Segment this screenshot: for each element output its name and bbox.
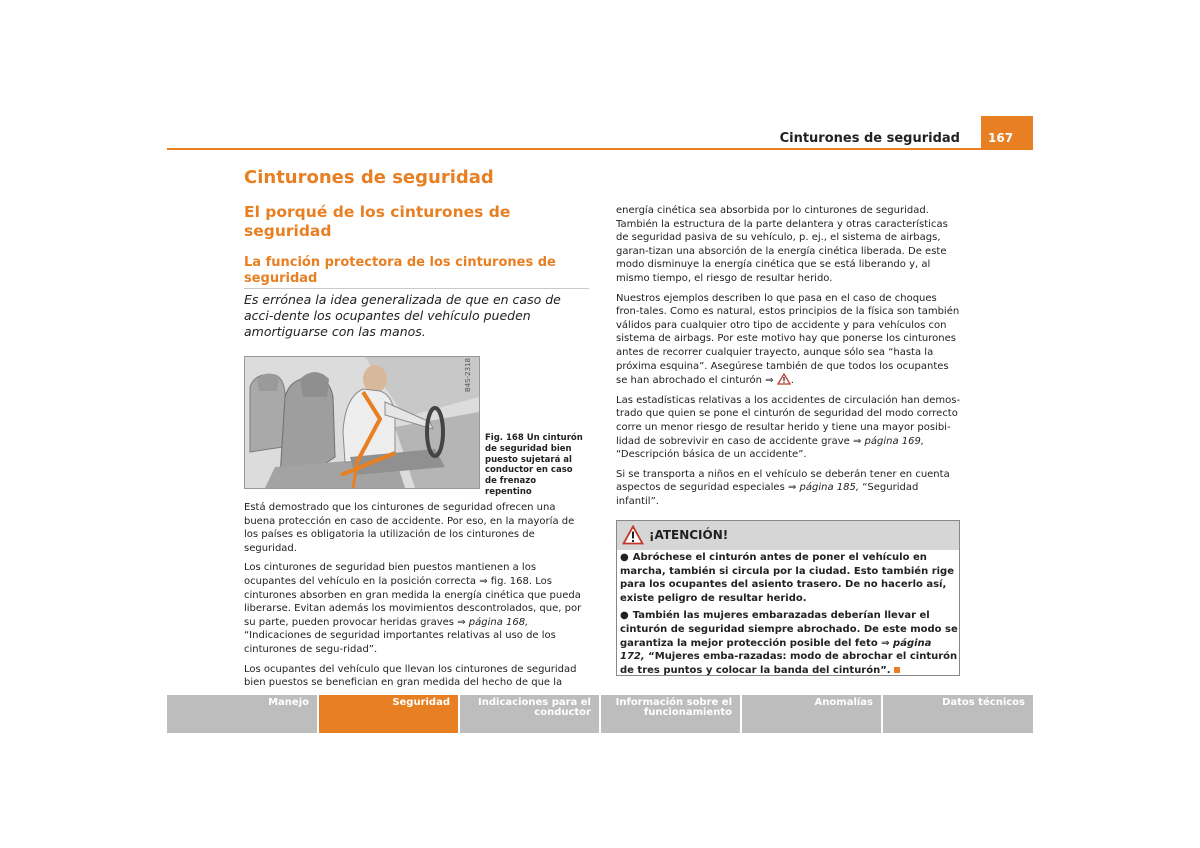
- warning-bullet: [620, 551, 958, 605]
- paragraph: [616, 292, 961, 388]
- warning-body: [620, 551, 958, 681]
- tab-datos-tecnicos[interactable]: [883, 695, 1033, 733]
- tab-label: Anomalías: [814, 697, 873, 708]
- end-of-section-icon: [894, 667, 900, 673]
- paragraph: [244, 561, 589, 656]
- chapter-heading: Cinturones de seguridad: [244, 167, 494, 188]
- text-run: También las mujeres embarazadas deberían llevar el cinturón de seguridad siempre abrochado. De este modo se garantiza la mejor protección posible del feto ⇒: [620, 610, 958, 649]
- tab-label: Manejo: [268, 697, 309, 708]
- tab-manejo[interactable]: [167, 695, 317, 733]
- warning-box: [616, 520, 960, 676]
- figure-code: B4S-2318: [464, 358, 472, 393]
- text-run: Si se transporta a niños en el vehículo se deberán tener en cuenta aspectos de seguridad especiales ⇒: [616, 468, 950, 494]
- left-column-text: [244, 501, 589, 696]
- page-reference-link[interactable]: página 169,: [864, 435, 925, 447]
- page-reference-link[interactable]: página 185,: [799, 482, 860, 494]
- driver-seatbelt-drawing: [245, 357, 479, 488]
- right-column-text: [616, 204, 961, 514]
- tab-seguridad[interactable]: [319, 695, 458, 733]
- page-number: 167: [981, 116, 1033, 149]
- warning-bullet: [620, 609, 958, 677]
- lead-paragraph: Es errónea la idea generalizada de que en caso de acci-dente los ocupantes del vehículo pueden amortiguarse con las manos.: [244, 292, 561, 339]
- text-run: Abróchese el cinturón antes de poner el vehículo en marcha, también si circula por la ciudad. Esto también rige para los ocupantes del asiento trasero. De no hacerlo así, existe peligro de resultar herido.: [620, 552, 954, 604]
- tab-label: Datos técnicos: [942, 697, 1025, 708]
- tab-label: Indicaciones para el conductor: [478, 697, 591, 718]
- section-heading: El porqué de los cinturones de seguridad: [244, 203, 511, 240]
- header-rule: [167, 148, 1033, 150]
- tab-indicaciones[interactable]: [460, 695, 599, 733]
- text-run: “Seguridad infantil”.: [616, 482, 919, 507]
- tab-label: Información sobre el funcionamiento: [615, 697, 732, 718]
- seatbelt-illustration: [244, 356, 480, 489]
- page-reference-link[interactable]: página 172,: [620, 637, 932, 663]
- warning-triangle-icon: [777, 373, 791, 385]
- tab-informacion[interactable]: [601, 695, 740, 733]
- bullet-icon: ●: [620, 610, 629, 622]
- page-reference-link[interactable]: página 168,: [468, 616, 529, 628]
- warning-triangle-icon: [622, 525, 644, 545]
- warning-header: [617, 521, 959, 550]
- text-run: .: [790, 375, 794, 387]
- paragraph: Está demostrado que los cinturones de seguridad ofrecen una buena protección en caso de accidente. Por eso, en la mayoría de los países es obligatoria la utilización de los cinturones de seguridad.: [244, 502, 575, 554]
- text-run: “Mujeres emba-razadas: modo de abrochar el cinturón de tres puntos y colocar la banda del cinturón”.: [620, 651, 958, 676]
- paragraph: Los ocupantes del vehículo que llevan los cinturones de seguridad bien puestos se benefician en gran medida del hecho de que la: [244, 663, 577, 689]
- tab-label: Seguridad: [392, 697, 450, 708]
- tab-anomalias[interactable]: [742, 695, 881, 733]
- text-run: “Descripción básica de un accidente”.: [616, 449, 807, 461]
- warning-title: ¡ATENCIÓN!: [649, 528, 729, 542]
- chapter-tabs: [167, 695, 1033, 733]
- subsection-heading: La función protectora de los cinturones de seguridad: [244, 255, 589, 289]
- paragraph: [616, 394, 961, 462]
- text-run: Nuestros ejemplos describen lo que pasa en el caso de choques fron-tales. Como es natural, estos principios de la física son también válidos para cualquier otro tipo de accidente y para vehículos con sistema de airbags. Por este motivo hay que ponerse los cinturones antes de recorrer cualquier trayecto, aunque sólo sea “hasta la próxima esquina”. Asegúrese también de que todos los ocupantes se han abrochado el cinturón ⇒: [616, 292, 960, 387]
- text-run: Los cinturones de seguridad bien puestos mantienen a los ocupantes del vehículo en la posición correcta ⇒ fig. 168. Los cinturones absorben en gran medida la energía cinética que pueda liberarse. Evitan además los movimientos descontrolados, que, por su parte, pueden provocar heridas graves ⇒: [244, 562, 582, 628]
- paragraph: energía cinética sea absorbida por lo cinturones de seguridad. También la estructura de la parte delantera y otras características de seguridad pasiva de su vehículo, p. ej., el sistema de airbags, garan-tizan una absorción de la energía cinética liberada. De este modo disminuye la energía cinética que se está liberando y, al mismo tiempo, el riesgo de resultar herido.: [616, 205, 948, 284]
- text-run: Las estadísticas relativas a los accidentes de circulación han demos-trado que quien se pone el cinturón de seguridad del modo correcto corre un menor riesgo de resultar herido y tiene una mayor posibi-lidad de sobrevivir en caso de accidente grave ⇒: [616, 394, 961, 447]
- text-run: “Indicaciones de seguridad importantes relativas al uso de los cinturones de segu-ridad”.: [244, 630, 556, 655]
- running-header-title: Cinturones de seguridad: [779, 131, 960, 146]
- paragraph: [616, 468, 961, 509]
- figure-caption: Fig. 168 Un cinturón de seguridad bien puesto sujetará al conductor en caso de frenazo repentino: [485, 433, 583, 497]
- bullet-icon: ●: [620, 552, 629, 563]
